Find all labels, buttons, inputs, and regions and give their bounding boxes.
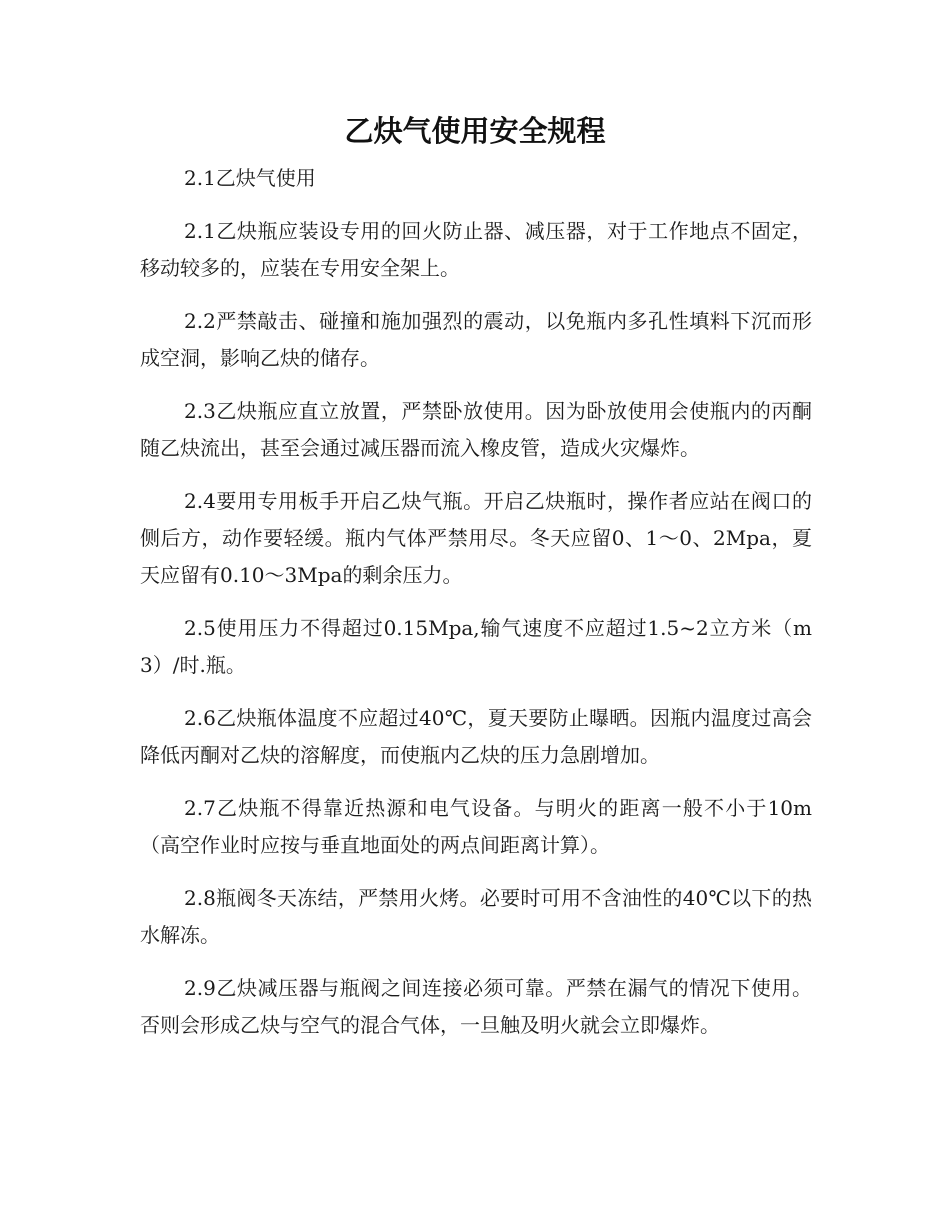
paragraph: 2.3乙炔瓶应直立放置，严禁卧放使用。因为卧放使用会使瓶内的丙酮随乙炔流出，甚至会通过减压器而流入橡皮管，造成火灾爆炸。	[140, 399, 812, 460]
paragraph: 2.4要用专用板手开启乙炔气瓶。开启乙炔瓶时，操作者应站在阀口的侧后方，动作要轻缓。瓶内气体严禁用尽。冬天应留0、1～0、2Mpa，夏天应留有0.10～3Mpa的剩余压力。	[140, 489, 812, 587]
paragraph: 2.9乙炔减压器与瓶阀之间连接必须可靠。严禁在漏气的情况下使用。否则会形成乙炔与空气的混合气体，一旦触及明火就会立即爆炸。	[140, 976, 812, 1037]
paragraph: 2.6乙炔瓶体温度不应超过40℃，夏天要防止曝晒。因瓶内温度过高会降低丙酮对乙炔的溶解度，而使瓶内乙炔的压力急剧增加。	[140, 706, 812, 767]
section-heading: 2.1乙炔气使用	[184, 166, 316, 190]
paragraph: 2.8瓶阀冬天冻结，严禁用火烤。必要时可用不含油性的40℃以下的热水解冻。	[140, 886, 812, 947]
paragraph: 2.2严禁敲击、碰撞和施加强烈的震动，以免瓶内多孔性填料下沉而形成空洞，影响乙炔的储存。	[140, 309, 812, 370]
document-title: 乙炔气使用安全规程	[344, 114, 606, 148]
paragraph: 2.5使用压力不得超过0.15Mpa,输气速度不应超过1.5~2立方米（m3）/时.瓶。	[140, 616, 812, 677]
paragraph: 2.1乙炔瓶应装设专用的回火防止器、减压器，对于工作地点不固定，移动较多的，应装在专用安全架上。	[140, 219, 812, 280]
document-body	[140, 160, 812, 1060]
paragraph: 2.7乙炔瓶不得靠近热源和电气设备。与明火的距离一般不小于10m（高空作业时应按与垂直地面处的两点间距离计算）。	[140, 796, 812, 857]
